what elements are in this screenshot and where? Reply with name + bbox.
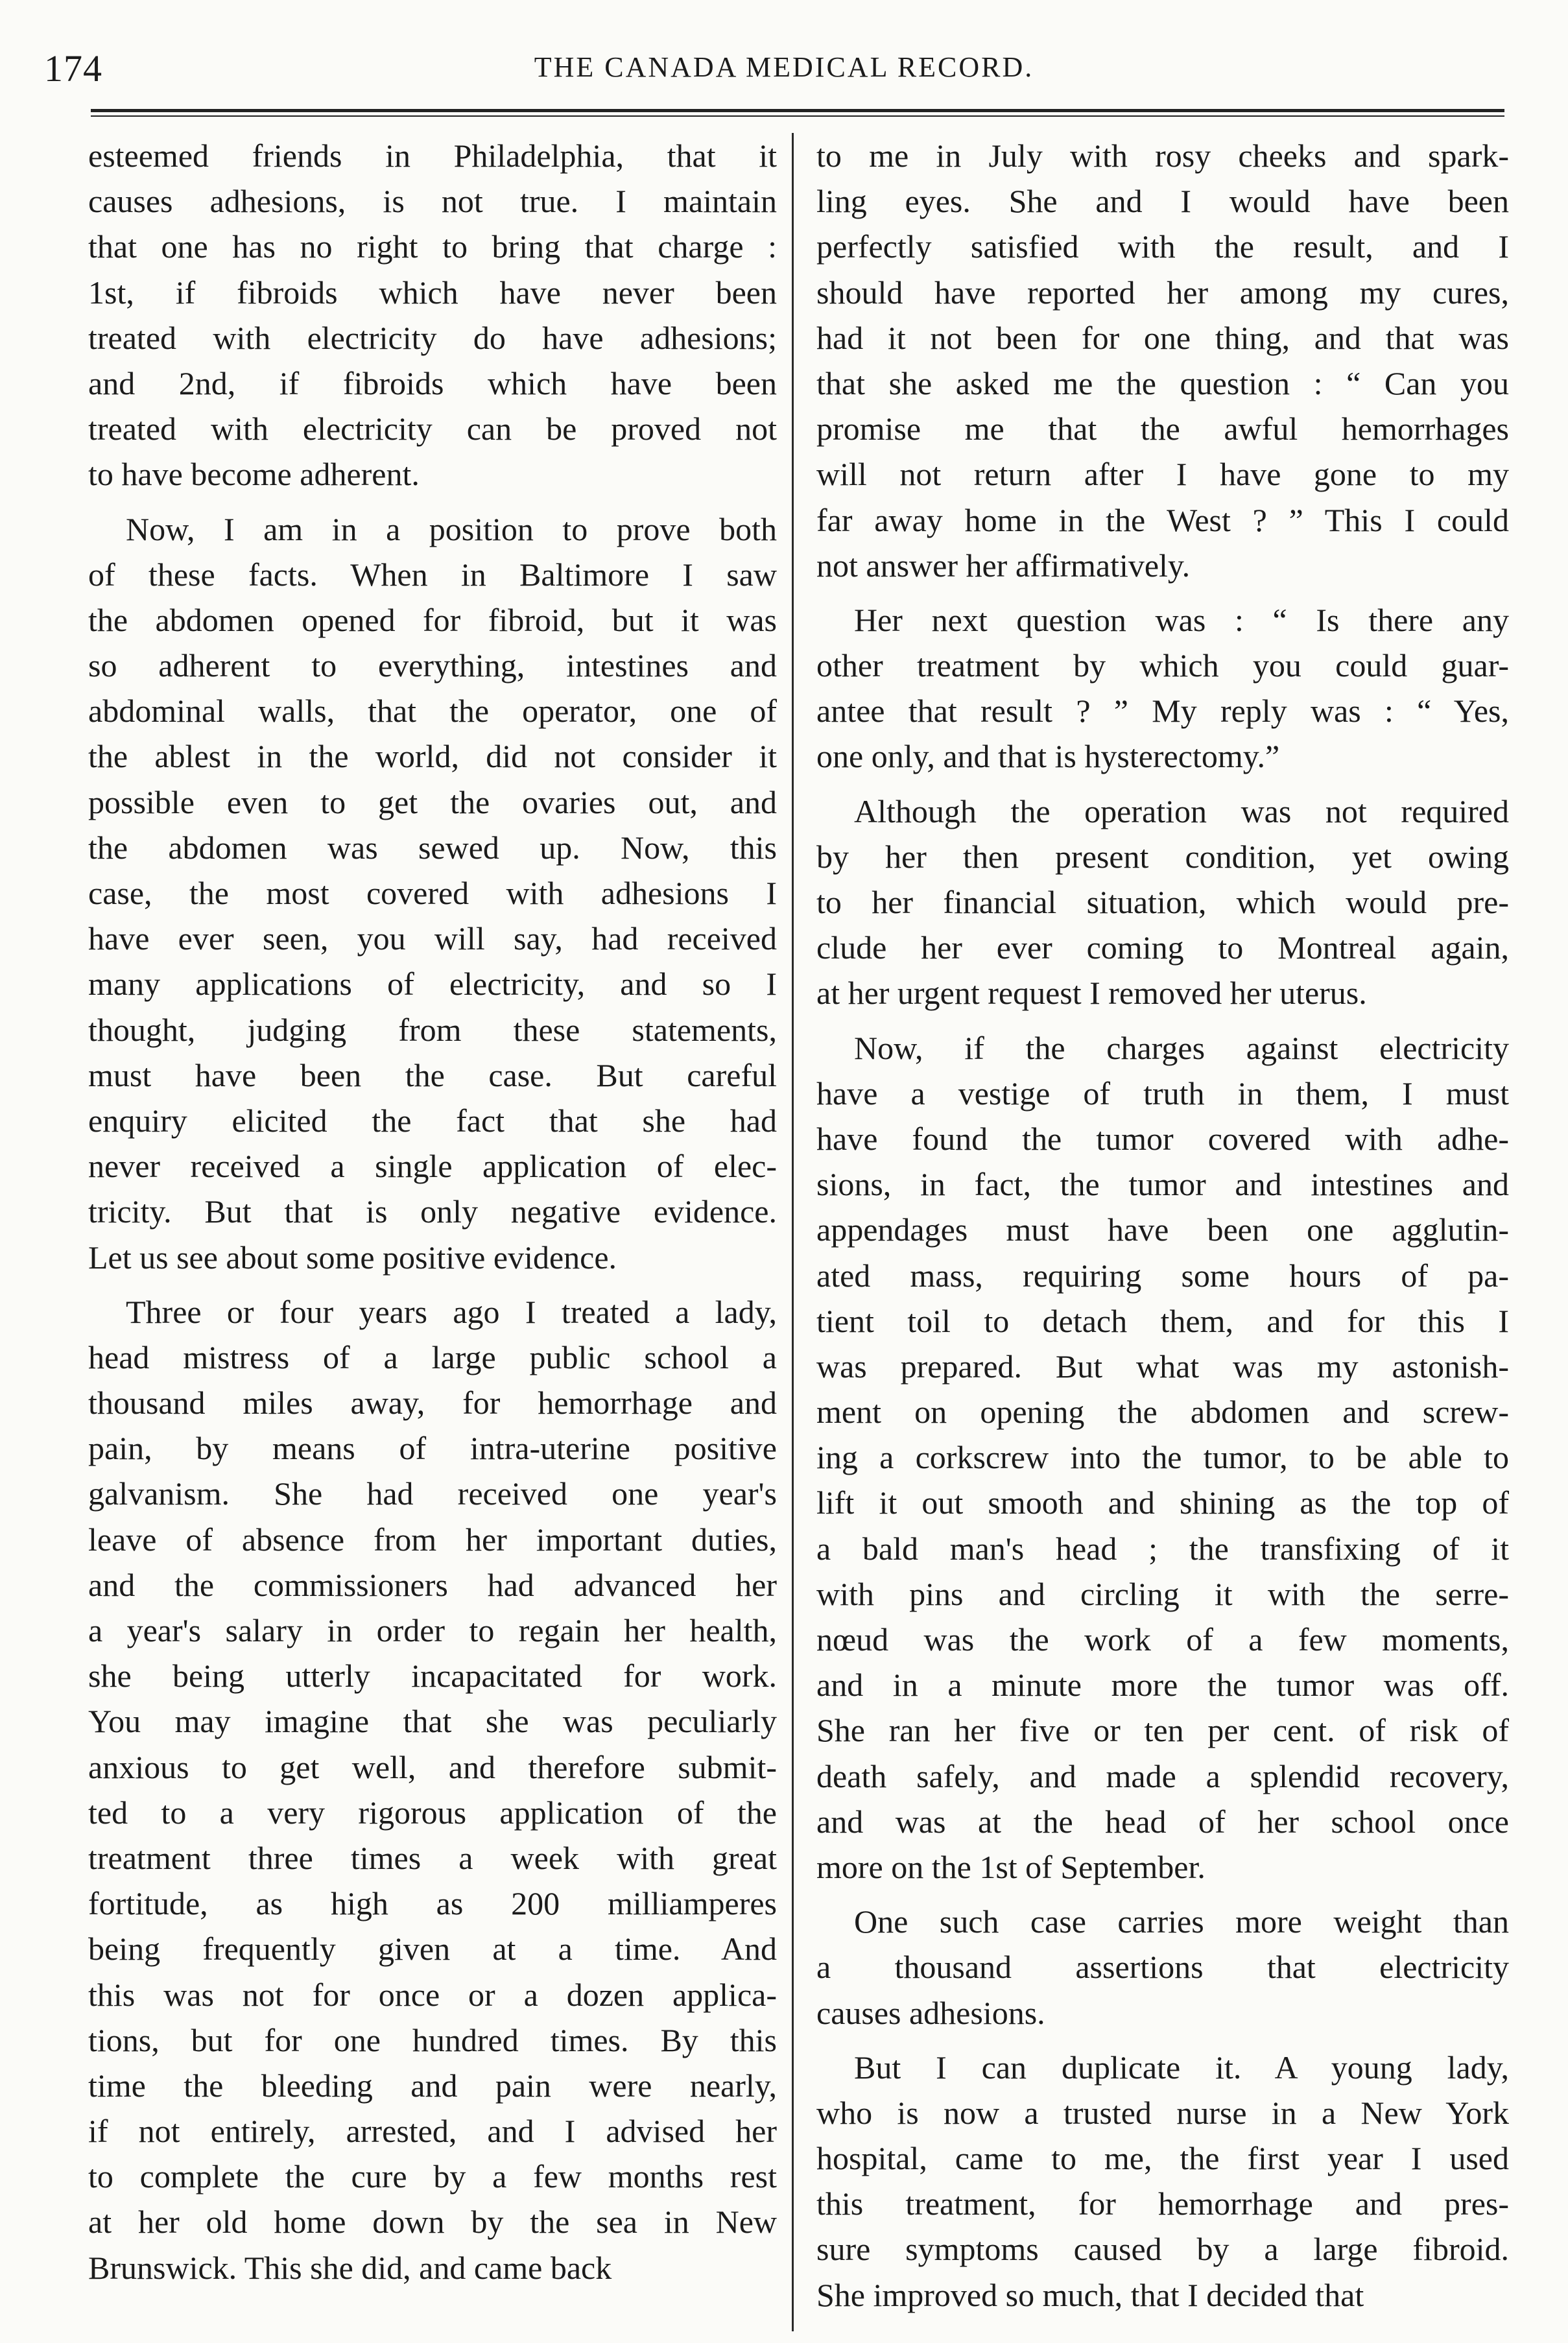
text-line: by her then present condition, yet owing — [816, 838, 1509, 875]
paragraph — [816, 789, 1509, 1016]
text-line: sions, in fact, the tumor and intestines and — [816, 1166, 1509, 1203]
text-line: She ran her five or ten per cent. of risk of — [816, 1712, 1509, 1749]
paragraph — [816, 597, 1509, 779]
text-line: abdominal walls, that the operator, one of — [88, 693, 777, 730]
text-line: You may imagine that she was peculiarly — [88, 1703, 777, 1740]
text-line: One such case carries more weight than — [854, 1903, 1509, 1940]
text-line: that she asked me the question : “ Can you — [816, 364, 1509, 401]
text-line: the ablest in the world, did not consider it — [88, 738, 777, 775]
text-line: have ever seen, you will say, had received — [88, 920, 777, 957]
text-line: and 2nd, if fibroids which have been — [88, 364, 777, 401]
paragraph — [816, 1025, 1509, 1890]
text-line: fortitude, as high as 200 milliamperes — [88, 1885, 777, 1922]
text-line: Her next question was : “ Is there any — [854, 601, 1509, 638]
text-line: a bald man's head ; the transfixing of it — [816, 1530, 1509, 1567]
text-line: the abdomen opened for fibroid, but it was — [88, 601, 777, 638]
text-line: tricity. But that is only negative evidence. — [88, 1193, 777, 1230]
text-line: at her old home down by the sea in New — [88, 2204, 777, 2241]
text-line: Brunswick. This she did, and came back — [88, 2249, 612, 2286]
text-line: thousand miles away, for hemorrhage and — [88, 1385, 777, 1421]
paragraph — [88, 506, 777, 1280]
text-line: one only, and that is hysterectomy.” — [816, 738, 1280, 775]
text-line: if not entirely, arrested, and I advised her — [88, 2113, 777, 2150]
text-line: of these facts. When in Baltimore I saw — [88, 556, 777, 593]
text-line: lift it out smooth and shining as the top of — [816, 1484, 1509, 1521]
text-line: to have become adherent. — [88, 456, 420, 493]
text-line: treatment three times a week with great — [88, 1839, 777, 1876]
text-line: not answer her affirmatively. — [816, 547, 1191, 584]
text-line: the abdomen was sewed up. Now, this — [88, 829, 777, 866]
text-line: tions, but for one hundred times. By this — [88, 2021, 777, 2058]
text-line: appendages must have been one agglutin- — [816, 1211, 1509, 1248]
text-line: clude her ever coming to Montreal again, — [816, 929, 1509, 966]
text-line: who is now a trusted nurse in a New York — [816, 2094, 1509, 2131]
text-line: ling eyes. She and I would have been — [816, 183, 1509, 220]
text-line: far away home in the West ? ” This I could — [816, 501, 1509, 538]
text-line: She improved so much, that I decided that — [816, 2276, 1364, 2313]
text-line: ted to a very rigorous application of the — [88, 1794, 777, 1831]
text-line: this treatment, for hemorrhage and pres- — [816, 2185, 1509, 2222]
text-line: other treatment by which you could guar- — [816, 647, 1509, 684]
text-line: But I can duplicate it. A young lady, — [854, 2049, 1509, 2086]
text-line: tient toil to detach them, and for this I — [816, 1302, 1509, 1339]
paragraph — [816, 2045, 1509, 2318]
text-line: a year's salary in order to regain her health, — [88, 1612, 777, 1648]
text-line: time the bleeding and pain were nearly, — [88, 2067, 777, 2104]
text-line: have found the tumor covered with adhe- — [816, 1120, 1509, 1157]
text-line: Now, I am in a position to prove both — [126, 510, 777, 547]
header-rule-thin — [91, 115, 1504, 117]
text-line: ment on opening the abdomen and screw- — [816, 1394, 1509, 1431]
text-line: and was at the head of her school once — [816, 1803, 1509, 1840]
text-line: a thousand assertions that electricity — [816, 1949, 1509, 1986]
text-line: treated with electricity do have adhesions; — [88, 319, 777, 356]
text-line: nœud was the work of a few moments, — [816, 1621, 1509, 1658]
text-line: Three or four years ago I treated a lady, — [126, 1293, 777, 1330]
text-line: to her financial situation, which would pre- — [816, 884, 1509, 920]
paragraph — [816, 1899, 1509, 2036]
text-line: possible even to get the ovaries out, and — [88, 783, 777, 820]
text-line: will not return after I have gone to my — [816, 456, 1509, 493]
right-column — [816, 133, 1509, 2327]
text-line: galvanism. She had received one year's — [88, 1475, 777, 1512]
text-line: esteemed friends in Philadelphia, that it — [88, 137, 777, 174]
text-line: should have reported her among my cures, — [816, 274, 1509, 311]
text-line: ated mass, requiring some hours of pa- — [816, 1257, 1509, 1294]
text-line: perfectly satisfied with the result, and I — [816, 228, 1509, 265]
running-head: THE CANADA MEDICAL RECORD. — [534, 51, 1034, 83]
text-line: Let us see about some positive evidence. — [88, 1239, 617, 1276]
left-column — [88, 133, 777, 2300]
text-line: must have been the case. But careful — [88, 1056, 777, 1093]
text-line: anxious to get well, and therefore submit- — [88, 1748, 777, 1785]
text-line: this was not for once or a dozen applica- — [88, 1976, 777, 2013]
text-line: treated with electricity can be proved not — [88, 410, 777, 447]
text-line: and in a minute more the tumor was off. — [816, 1667, 1509, 1704]
text-line: ing a corkscrew into the tumor, to be able to — [816, 1439, 1509, 1476]
text-line: never received a single application of elec- — [88, 1148, 777, 1185]
text-line: causes adhesions. — [816, 1994, 1045, 2031]
text-line: with pins and circling it with the serre- — [816, 1575, 1509, 1612]
text-line: had it not been for one thing, and that was — [816, 319, 1509, 356]
text-line: death safely, and made a splendid recovery, — [816, 1757, 1509, 1794]
text-line: at her urgent request I removed her uterus. — [816, 975, 1367, 1012]
text-line: being frequently given at a time. And — [88, 1931, 777, 1968]
paragraph — [88, 1289, 777, 2290]
text-line: enquiry elicited the fact that she had — [88, 1102, 777, 1139]
text-line: case, the most covered with adhesions I — [88, 875, 777, 911]
paragraph — [816, 133, 1509, 588]
text-line: many applications of electricity, and so I — [88, 966, 777, 1003]
text-line: sure symptoms caused by a large fibroid. — [816, 2231, 1509, 2268]
text-line: leave of absence from her important duties, — [88, 1521, 777, 1558]
paragraph — [88, 133, 777, 497]
text-line: head mistress of a large public school a — [88, 1338, 777, 1375]
text-line: have a vestige of truth in them, I must — [816, 1075, 1509, 1112]
text-line: was prepared. But what was my astonish- — [816, 1348, 1509, 1385]
header-rule-thick — [91, 109, 1504, 112]
text-line: hospital, came to me, the first year I used — [816, 2140, 1509, 2177]
column-divider — [792, 133, 794, 2331]
text-line: promise me that the awful hemorrhages — [816, 410, 1509, 447]
text-line: she being utterly incapacitated for work. — [88, 1658, 777, 1695]
text-line: to me in July with rosy cheeks and spark- — [816, 137, 1509, 174]
text-line: more on the 1st of September. — [816, 1848, 1206, 1885]
page-number: 174 — [44, 47, 102, 89]
text-line: that one has no right to bring that charge : — [88, 228, 777, 265]
text-line: Now, if the charges against electricity — [854, 1029, 1509, 1066]
text-line: to complete the cure by a few months rest — [88, 2158, 777, 2195]
text-line: causes adhesions, is not true. I maintain — [88, 183, 777, 220]
text-line: antee that result ? ” My reply was : “ Yes, — [816, 693, 1509, 730]
text-line: and the commissioners had advanced her — [88, 1566, 777, 1603]
text-line: so adherent to everything, intestines and — [88, 647, 777, 684]
text-line: Although the operation was not required — [854, 792, 1509, 829]
text-line: thought, judging from these statements, — [88, 1011, 777, 1048]
text-line: 1st, if fibroids which have never been — [88, 274, 777, 311]
text-line: pain, by means of intra-uterine positive — [88, 1430, 777, 1467]
